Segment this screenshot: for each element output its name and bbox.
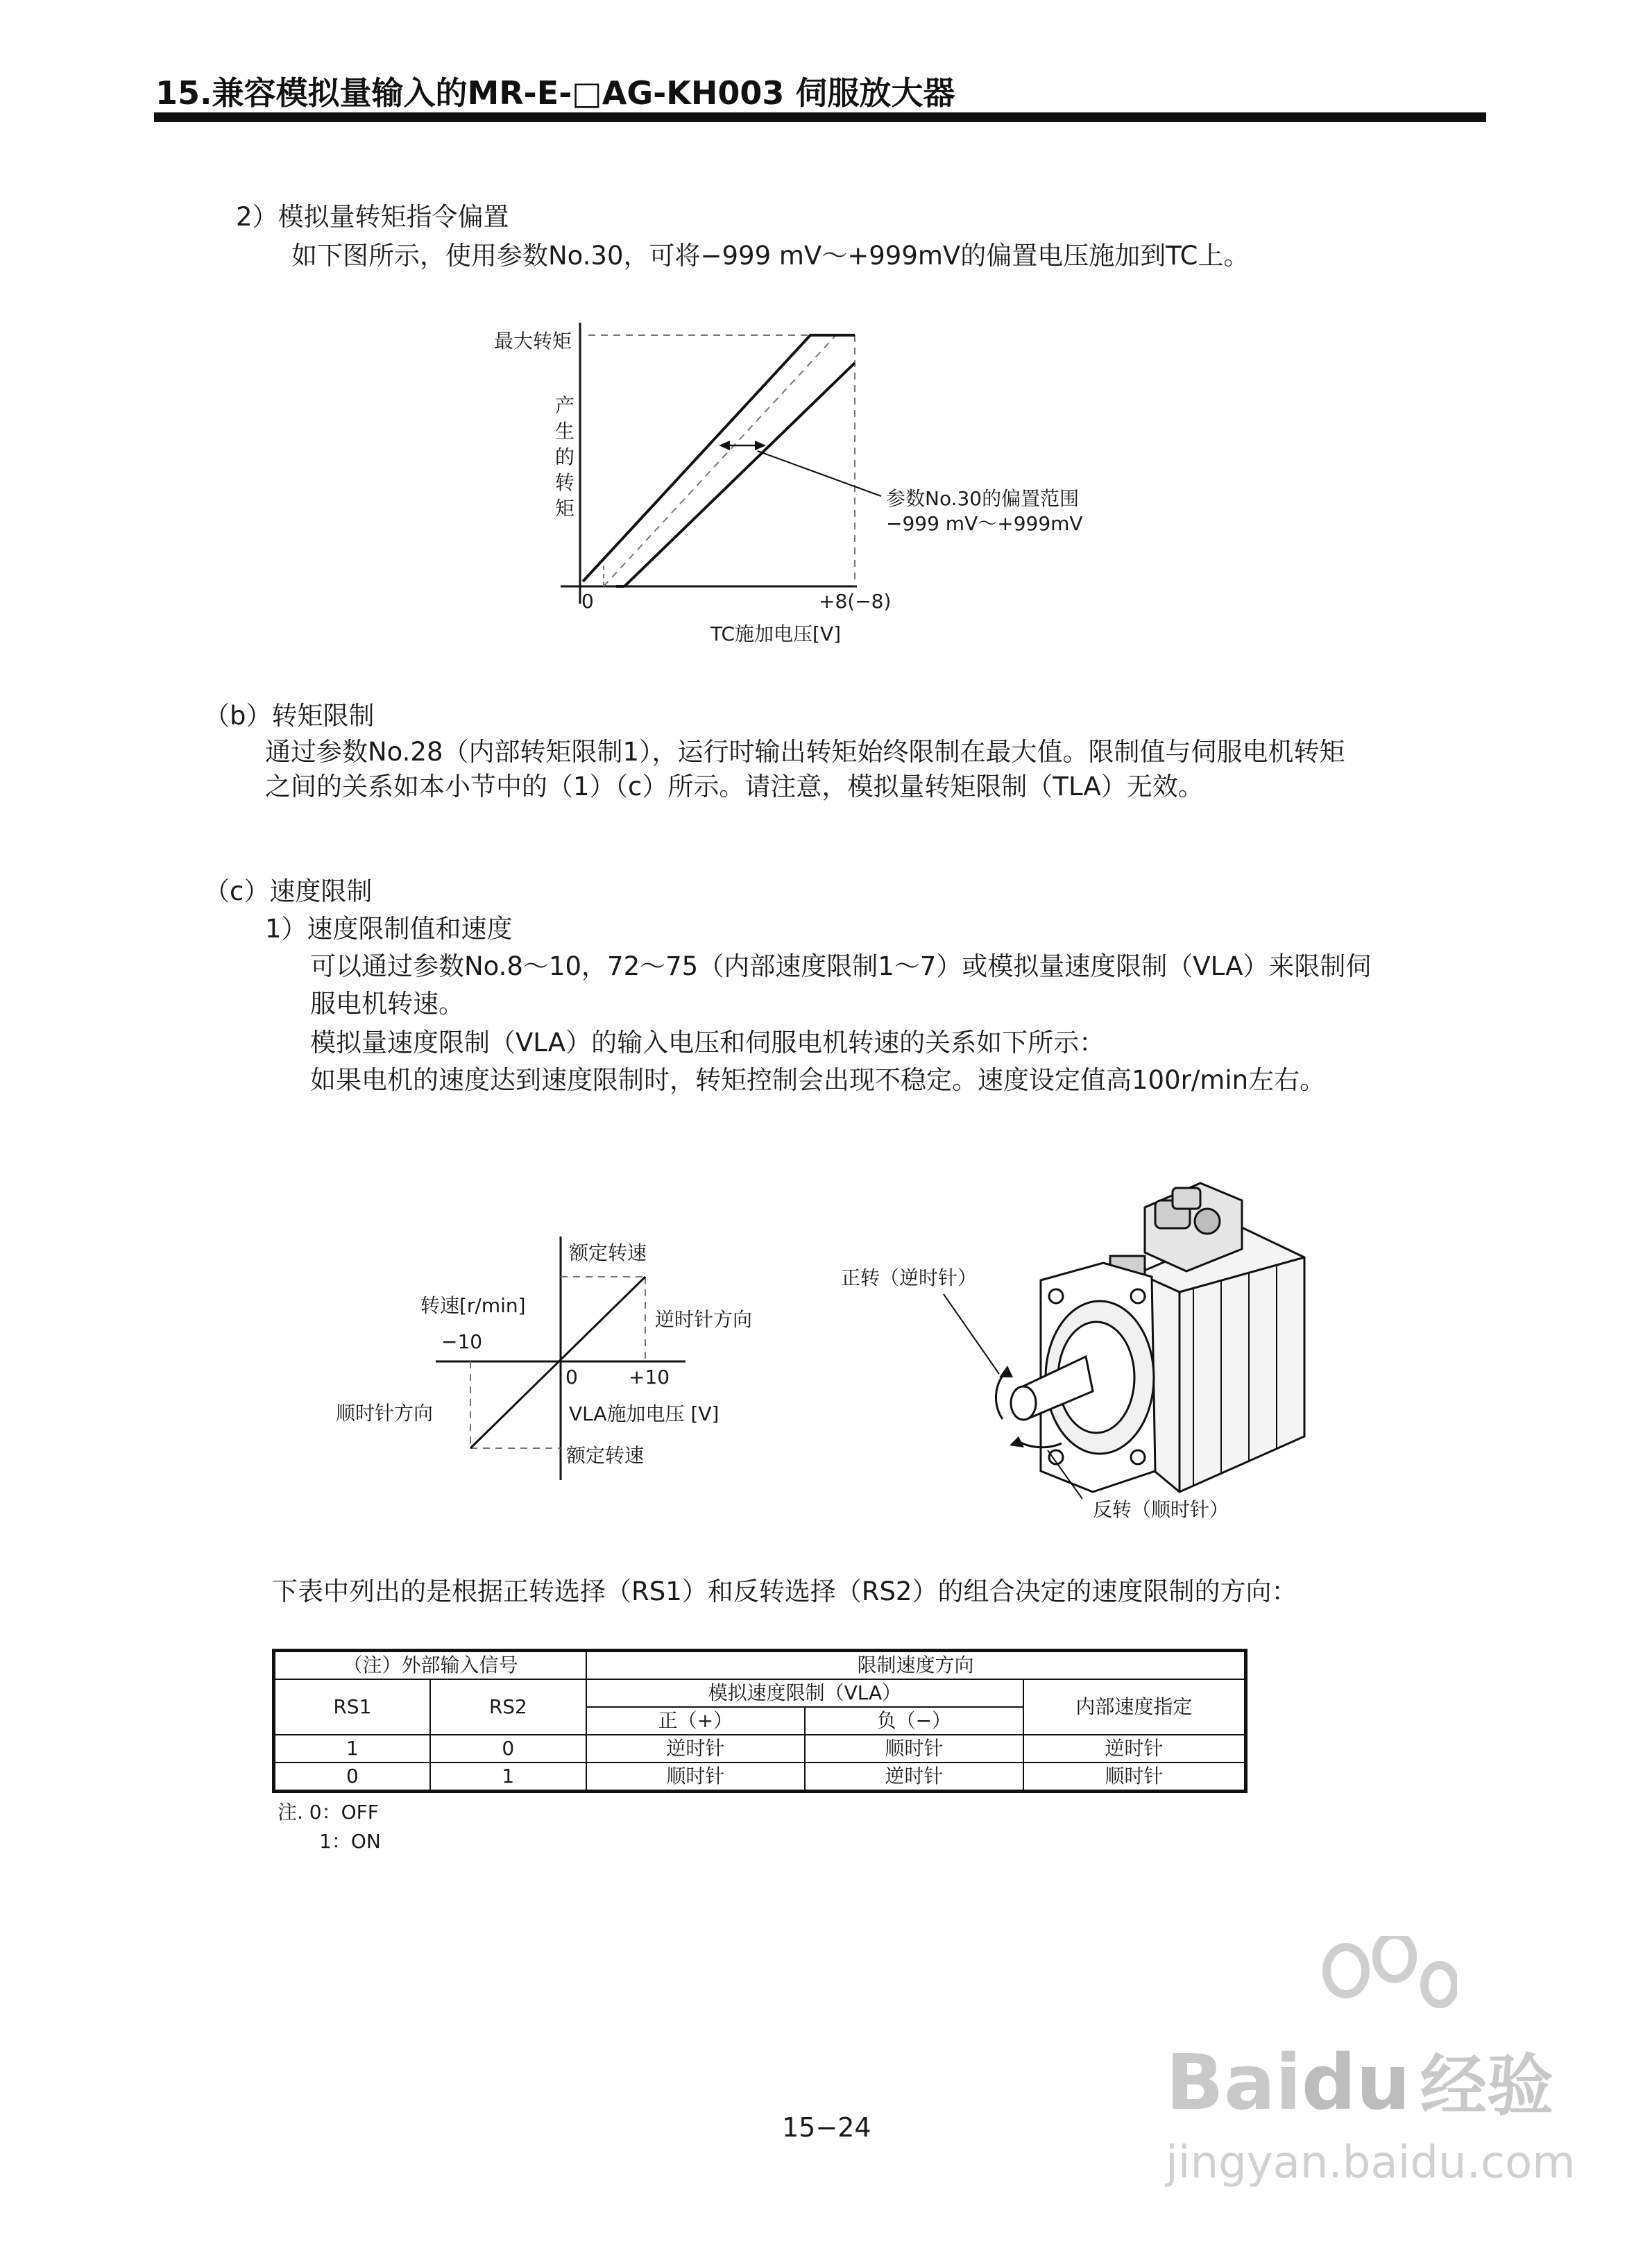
speed-limit-direction-table [272, 1649, 1247, 1793]
section-c-heading: （c）速度限制 [204, 876, 373, 906]
section-b-line1: 通过参数No.28（内部转矩限制1），运行时输出转矩始终限制在最大值。限制值与伺服电机转矩 [265, 737, 1345, 767]
page-header-title: 15.兼容模拟量输入的MR-E-□AG-KH003 伺服放大器 [155, 74, 955, 112]
chart1-note-line2: −999 mV～+999mV [886, 512, 1083, 535]
watermark-url: jingyan.baidu.com [1166, 2137, 1576, 2189]
cell-rs1: 0 [274, 1763, 430, 1792]
section-b-line2: 之间的关系如本小节中的（1）（c）所示。请注意，模拟量转矩限制（TLA）无效。 [265, 772, 1204, 801]
cell-rs2: 0 [430, 1735, 586, 1763]
table-intro: 下表中列出的是根据正转选择（RS1）和反转选择（RS2）的组合决定的速度限制的方向： [272, 1577, 1297, 1606]
th-external-signal: （注）外部输入信号 [274, 1651, 586, 1680]
forward-leader [944, 1294, 999, 1374]
section-c-line3: 模拟量速度限制（VLA）的输入电压和伺服电机转速的关系如下所示： [310, 1028, 1105, 1058]
cell-internal: 顺时针 [1023, 1763, 1246, 1792]
th-rs1: RS1 [274, 1679, 430, 1735]
watermark-brand-du: du [1301, 2038, 1411, 2127]
chart1-max-torque-label: 最大转矩 [494, 330, 572, 353]
forward-rotation-arrow [996, 1370, 1007, 1419]
section-2-body: 如下图所示，使用参数No.30，可将−999 mV～+999mV的偏置电压施加到TC上。 [291, 241, 1250, 271]
th-rs2: RS2 [430, 1679, 586, 1735]
chart1-note-line1: 参数No.30的偏置范围 [886, 487, 1080, 510]
chart1-y-char-4: 转 [555, 471, 575, 494]
page-number: 15−24 [782, 2112, 871, 2143]
th-positive: 正（+） [586, 1707, 805, 1735]
motor-reverse-label: 反转（顺时针） [1093, 1498, 1229, 1521]
note-line2: 1：ON [319, 1830, 381, 1853]
cell-internal: 逆时针 [1023, 1735, 1246, 1763]
cell-positive: 逆时针 [586, 1735, 805, 1763]
chart1-y-char-5: 矩 [555, 497, 575, 520]
section-c-sub1: 1）速度限制值和速度 [265, 914, 513, 944]
cell-negative: 逆时针 [805, 1763, 1023, 1792]
th-analog-limit: 模拟速度限制（VLA） [586, 1679, 1023, 1707]
chart1-y-char-2: 生 [555, 420, 575, 443]
motor-forward-label: 正转（逆时针） [841, 1266, 978, 1289]
section-2-heading: 2）模拟量转矩指令偏置 [236, 202, 509, 232]
cell-rs1: 1 [274, 1735, 430, 1763]
chart1-x-end: +8(−8) [819, 590, 892, 613]
watermark-brand-bai: Bai [1166, 2038, 1302, 2127]
chart2-rated-bottom: 额定转速 [566, 1444, 645, 1467]
note-line1: 注. 0：OFF [278, 1801, 379, 1824]
chart2-x-title: VLA施加电压 [V] [569, 1402, 719, 1425]
chart2-cw-label: 顺时针方向 [336, 1402, 434, 1425]
section-c-line1: 可以通过参数No.8～10，72～75（内部速度限制1～7）或模拟量速度限制（VLA）来限制伺 [310, 951, 1372, 981]
chart1-y-char-1: 产 [555, 394, 575, 417]
chart2-ccw-label: 逆时针方向 [655, 1308, 753, 1331]
chart1-x-title: TC施加电压[V] [710, 622, 842, 645]
chart2-x-pos: +10 [629, 1366, 670, 1388]
th-internal-speed: 内部速度指定 [1023, 1679, 1246, 1735]
section-c-line2: 服电机转速。 [310, 989, 464, 1019]
cell-positive: 顺时针 [586, 1763, 805, 1792]
cell-negative: 顺时针 [805, 1735, 1023, 1763]
chart1-x-zero: 0 [581, 590, 594, 613]
chart2-y-title: 转速[r/min] [420, 1294, 526, 1317]
chart2-rated-top: 额定转速 [569, 1241, 647, 1264]
watermark-cn: 经验 [1420, 2047, 1553, 2125]
chart1-y-char-3: 的 [555, 445, 575, 468]
section-c-line4: 如果电机的速度达到速度限制时，转矩控制会出现不稳定。速度设定值高100r/min左右。 [310, 1065, 1326, 1095]
table-row [274, 1735, 1246, 1763]
chart2-x-zero: 0 [565, 1366, 578, 1388]
watermark-brand [1166, 2033, 1553, 2128]
section-b-heading: （b）转矩限制 [204, 701, 375, 731]
th-negative: 负（−） [805, 1707, 1023, 1735]
th-limit-direction: 限制速度方向 [586, 1651, 1246, 1680]
chart2-x-neg: −10 [441, 1330, 483, 1353]
cell-rs2: 1 [430, 1763, 586, 1792]
table-row [274, 1763, 1246, 1792]
